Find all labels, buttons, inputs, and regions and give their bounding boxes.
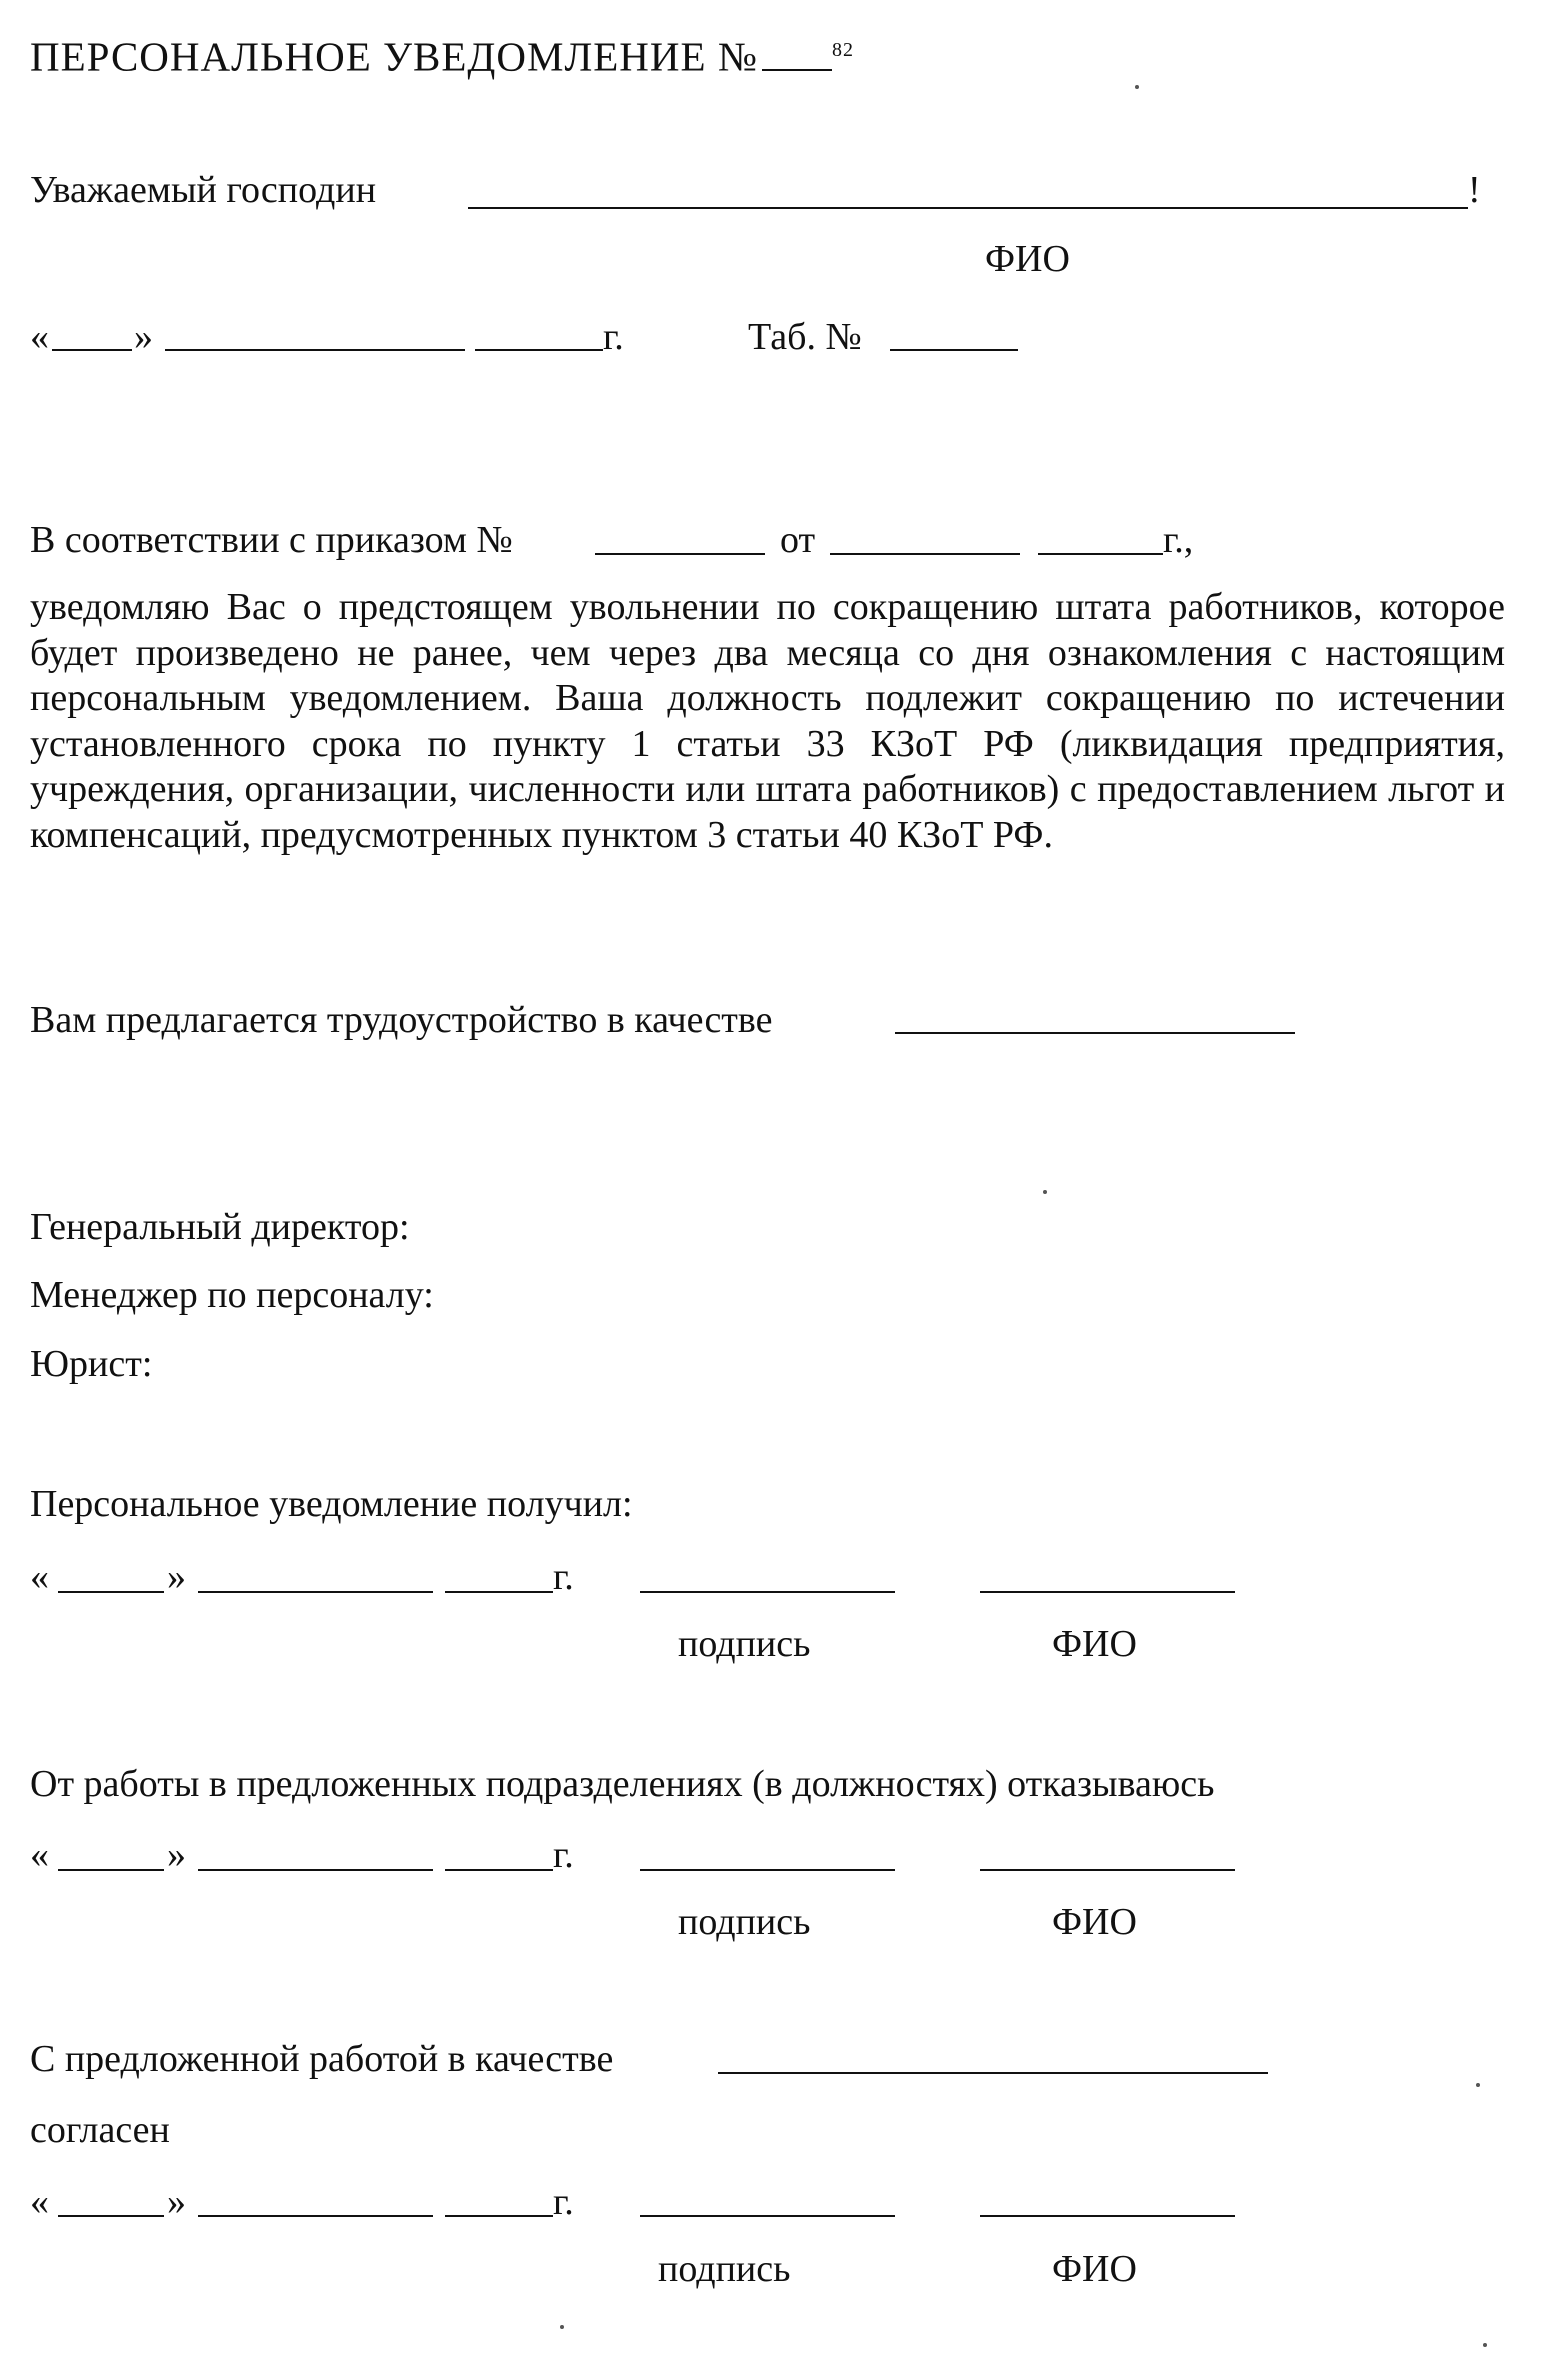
signatory-lawyer: Юрист: [30, 1343, 153, 1385]
agreement-year-line[interactable] [445, 2215, 553, 2217]
agreement-label: С предложенной работой в качестве [30, 2038, 614, 2080]
salutation-fio-caption: ФИО [985, 238, 1070, 280]
date-year-suffix: г. [603, 316, 624, 358]
refusal-signature-line[interactable] [640, 1869, 895, 1871]
received-fio-line[interactable] [980, 1591, 1235, 1593]
refusal-fio-line[interactable] [980, 1869, 1235, 1871]
title-number-line [762, 39, 832, 71]
scan-speck [1043, 1190, 1047, 1194]
recipient-name-line[interactable] [468, 207, 1468, 209]
date-day-line[interactable] [52, 349, 132, 351]
agreement-month-line[interactable] [198, 2215, 433, 2217]
order-year-line[interactable] [1038, 553, 1163, 555]
refusal-label: От работы в предложенных подразделениях (в должностях) отказываюсь [30, 1763, 1215, 1805]
received-signature-line[interactable] [640, 1591, 895, 1593]
agreement-close-quote: » [167, 2181, 186, 2223]
body-paragraph: уведомляю Вас о предстоящем увольнении по сокращению штата работников, которое будет произведено не ранее, чем через два месяца со дня ознакомления с настоящим персональным уведомлением. Ваша должность подлежит сокращению по истечении установленного срока по пункту 1 статьи 33 КЗоТ РФ (ликвидация предприятия, учреждения, организации, численности или штата работников) с предоставлением льгот и компенсаций, предусмотренных пунктом 3 статьи 40 КЗоТ РФ. [30, 586, 1505, 856]
order-prefix: В соответствии с приказом № [30, 519, 513, 561]
refusal-day-line[interactable] [58, 1869, 164, 1871]
agreement-signature-line[interactable] [640, 2215, 895, 2217]
received-year-line[interactable] [445, 1591, 553, 1593]
received-signature-caption: подпись [678, 1623, 811, 1665]
refusal-year-suffix: г. [553, 1834, 574, 1876]
date-close-quote: » [134, 316, 153, 358]
date-open-quote: « [30, 316, 49, 358]
document-title: ПЕРСОНАЛЬНОЕ УВЕДОМЛЕНИЕ № $^{82}$ [30, 33, 854, 80]
received-open-quote: « [30, 1556, 49, 1598]
refusal-signature-caption: подпись [678, 1901, 811, 1943]
agreement-fio-line[interactable] [980, 2215, 1235, 2217]
order-year-suffix: г., [1163, 519, 1194, 561]
document-number: 82 [831, 39, 854, 61]
refusal-close-quote: » [167, 1834, 186, 1876]
scan-speck [1476, 2083, 1480, 2087]
received-fio-caption: ФИО [1052, 1623, 1137, 1665]
agreement-open-quote: « [30, 2181, 49, 2223]
salutation-prefix: Уважаемый господин [30, 169, 377, 211]
salutation-end-mark: ! [1468, 169, 1481, 211]
agreement-day-line[interactable] [58, 2215, 164, 2217]
agreement-consent-label: согласен [30, 2109, 170, 2151]
offer-position-line[interactable] [895, 1032, 1295, 1034]
date-year-line[interactable] [475, 349, 603, 351]
received-year-suffix: г. [553, 1556, 574, 1598]
signatory-general-director: Генеральный директор: [30, 1206, 410, 1248]
agreement-signature-caption: подпись [658, 2248, 791, 2290]
agreement-year-suffix: г. [553, 2181, 574, 2223]
received-day-line[interactable] [58, 1591, 164, 1593]
agreement-position-line[interactable] [718, 2072, 1268, 2074]
order-date-line[interactable] [830, 553, 1020, 555]
scan-speck [1483, 2343, 1487, 2347]
date-month-line[interactable] [165, 349, 465, 351]
refusal-fio-caption: ФИО [1052, 1901, 1137, 1943]
refusal-open-quote: « [30, 1834, 49, 1876]
received-label: Персональное уведомление получил: [30, 1483, 633, 1525]
order-number-line[interactable] [595, 553, 765, 555]
received-month-line[interactable] [198, 1591, 433, 1593]
scan-speck [560, 2325, 564, 2329]
received-close-quote: » [167, 1556, 186, 1598]
order-from-label: от [780, 519, 816, 561]
tab-number-line[interactable] [890, 349, 1018, 351]
offer-label: Вам предлагается трудоустройство в качестве [30, 999, 773, 1041]
refusal-month-line[interactable] [198, 1869, 433, 1871]
tab-number-label: Таб. № [748, 316, 862, 358]
signatory-hr-manager: Менеджер по персоналу: [30, 1274, 434, 1316]
agreement-fio-caption: ФИО [1052, 2248, 1137, 2290]
scan-speck [1135, 85, 1139, 89]
refusal-year-line[interactable] [445, 1869, 553, 1871]
